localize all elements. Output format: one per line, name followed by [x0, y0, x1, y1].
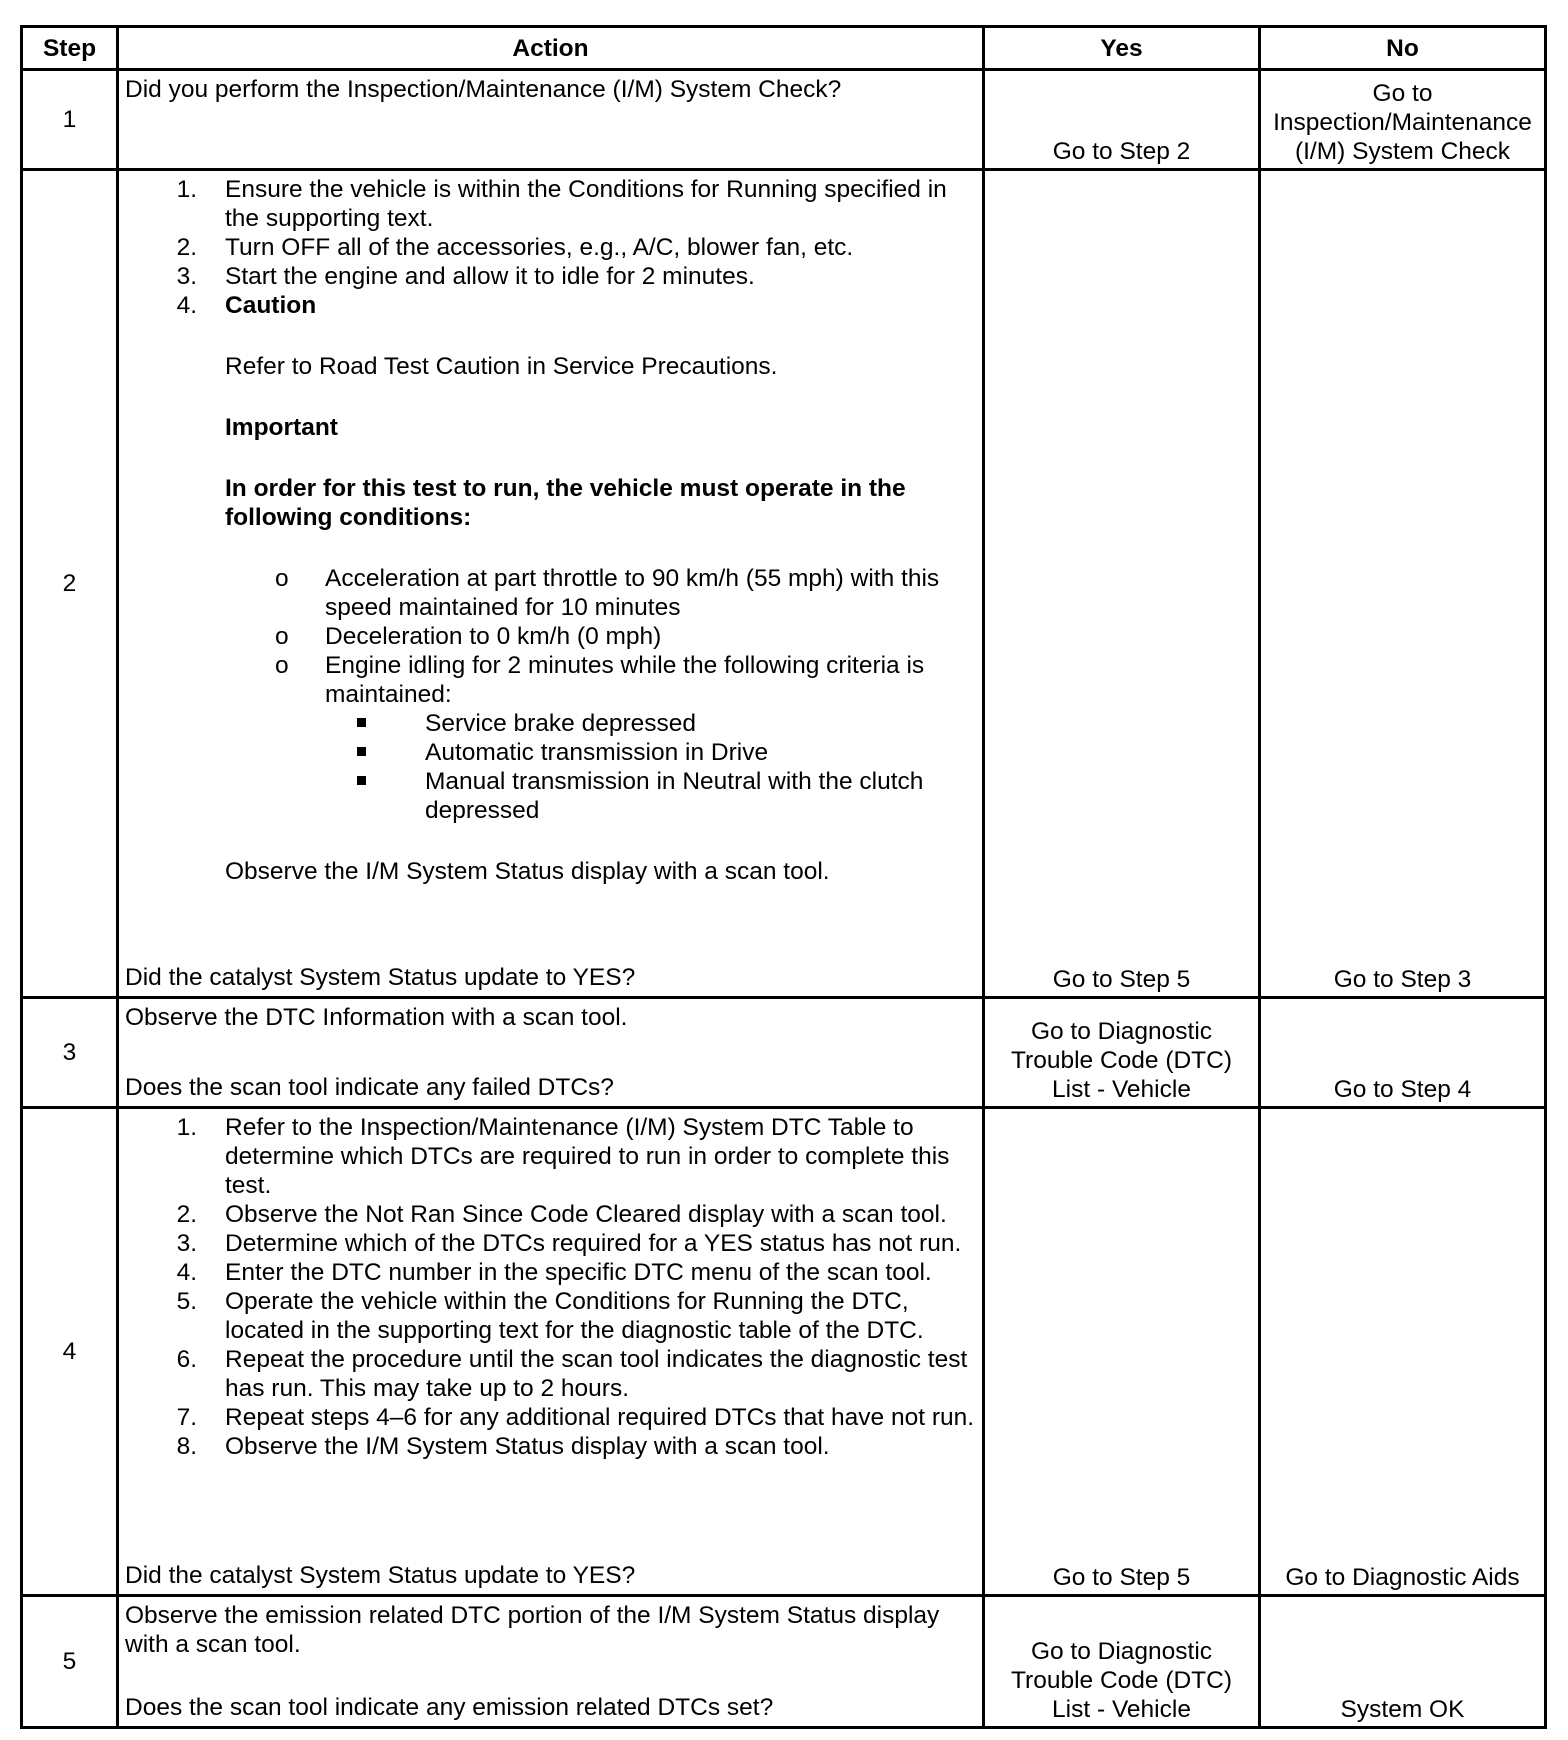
- list-item: Manual transmission in Neutral with the clutch depressed: [325, 767, 976, 825]
- action-instruction: Observe the emission related DTC portion of the I/M System Status display with a scan tool.: [125, 1602, 940, 1658]
- action-cell: [118, 170, 984, 998]
- action-question: Does the scan tool indicate any failed DTCs?: [125, 1074, 614, 1101]
- yes-cell: Go to Diagnostic Trouble Code (DTC) List - Vehicle: [984, 1596, 1260, 1728]
- header-action: Action: [118, 27, 984, 70]
- list-item: 2. Turn OFF all of the accessories, e.g., A/C, blower fan, etc.: [176, 234, 854, 261]
- header-step: Step: [22, 27, 118, 70]
- step-number: 4: [22, 1108, 118, 1596]
- numbered-steps: [125, 175, 976, 320]
- header-no: No: [1260, 27, 1546, 70]
- step-number: 3: [22, 998, 118, 1108]
- action-question: Did the catalyst System Status update to YES?: [125, 1562, 636, 1589]
- table-row: [22, 998, 1546, 1108]
- action-question: Did you perform the Inspection/Maintenance (I/M) System Check?: [125, 76, 842, 103]
- list-item: Automatic transmission in Drive: [325, 738, 976, 767]
- action-cell: [118, 998, 984, 1108]
- list-item: 3. Determine which of the DTCs required for a YES status has not run.: [176, 1230, 962, 1257]
- diagnostic-table-document: [20, 25, 1544, 1729]
- no-cell: Go to Inspection/Maintenance (I/M) System Check: [1260, 70, 1546, 170]
- diagnostic-table: [20, 25, 1547, 1729]
- list-item: 3. Start the engine and allow it to idle for 2 minutes.: [176, 263, 755, 290]
- action-question: Does the scan tool indicate any emission related DTCs set?: [125, 1694, 774, 1721]
- no-cell: Go to Step 3: [1260, 170, 1546, 998]
- action-instructions: [125, 175, 976, 886]
- action-cell: [118, 70, 984, 170]
- list-item: 1. Ensure the vehicle is within the Conditions for Running specified in the supporting text.: [176, 176, 947, 232]
- caution-text: Refer to Road Test Caution in Service Precautions.: [225, 353, 778, 380]
- yes-cell: Go to Step 2: [984, 70, 1260, 170]
- step-number: 1: [22, 70, 118, 170]
- no-cell: Go to Diagnostic Aids: [1260, 1108, 1546, 1596]
- caution-label: Caution: [225, 292, 317, 319]
- table-row: [22, 170, 1546, 998]
- list-item: 2. Observe the Not Ran Since Code Cleared display with a scan tool.: [176, 1201, 947, 1228]
- no-cell: Go to Step 4: [1260, 998, 1546, 1108]
- list-item: 7. Repeat steps 4–6 for any additional required DTCs that have not run.: [176, 1404, 975, 1431]
- yes-cell: Go to Step 5: [984, 1108, 1260, 1596]
- list-item: o Acceleration at part throttle to 90 km/h (55 mph) with this speed maintained for 10 minutes: [275, 565, 940, 621]
- list-item: 1. Refer to the Inspection/Maintenance (I/M) System DTC Table to determine which DTCs are required to run in order to complete this test.: [176, 1114, 950, 1199]
- action-question: Did the catalyst System Status update to YES?: [125, 964, 636, 991]
- list-item: 6. Repeat the procedure until the scan tool indicates the diagnostic test has run. This may take up to 2 hours.: [176, 1346, 968, 1402]
- action-instruction: Observe the DTC Information with a scan tool.: [125, 1004, 628, 1031]
- list-item: 4. Caution: [176, 292, 317, 319]
- list-item: o Deceleration to 0 km/h (0 mph): [275, 623, 662, 650]
- action-cell: [118, 1596, 984, 1728]
- observe-text: Observe the I/M System Status display with a scan tool.: [225, 858, 830, 885]
- header-yes: Yes: [984, 27, 1260, 70]
- step-number: 5: [22, 1596, 118, 1728]
- table-row: [22, 1108, 1546, 1596]
- caution-block: [125, 352, 976, 532]
- table-header-row: [22, 27, 1546, 70]
- step-number: 2: [22, 170, 118, 998]
- list-item: 4. Enter the DTC number in the specific DTC menu of the scan tool.: [176, 1259, 932, 1286]
- criteria-list: [325, 709, 976, 825]
- table-row: [22, 70, 1546, 170]
- conditions-list: [125, 564, 976, 825]
- list-item: 8. Observe the I/M System Status display with a scan tool.: [176, 1433, 830, 1460]
- yes-cell: Go to Step 5: [984, 170, 1260, 998]
- table-row: [22, 1596, 1546, 1728]
- yes-cell: Go to Diagnostic Trouble Code (DTC) List - Vehicle: [984, 998, 1260, 1108]
- important-text: In order for this test to run, the vehicle must operate in the following conditions:: [225, 475, 906, 531]
- list-item: 5. Operate the vehicle within the Conditions for Running the DTC, located in the supporting text for the diagnostic table of the DTC.: [176, 1288, 924, 1344]
- important-label: Important: [225, 414, 338, 441]
- list-item: Service brake depressed: [325, 709, 976, 738]
- numbered-steps: [125, 1113, 976, 1461]
- no-cell: System OK: [1260, 1596, 1546, 1728]
- action-cell: [118, 1108, 984, 1596]
- list-item: o Engine idling for 2 minutes while the following criteria is maintained: Service brake depressed Automatic transmission in Drive Manual transmission in Neutral with the clutch depressed: [225, 651, 976, 825]
